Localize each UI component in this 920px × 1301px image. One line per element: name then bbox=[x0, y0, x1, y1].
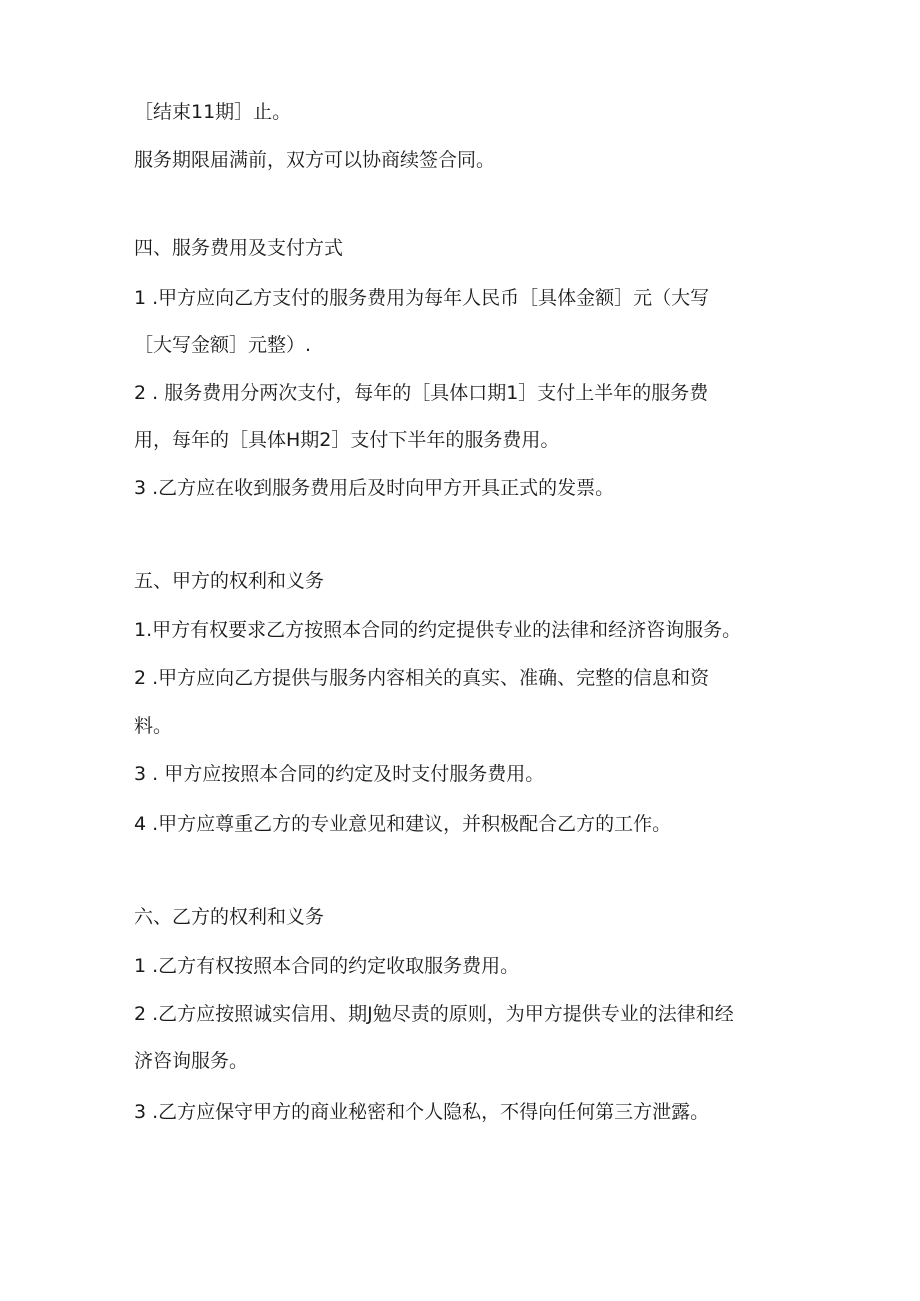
section-6-heading: 六、乙方的权利和义务 bbox=[134, 906, 325, 928]
section-6-item-2-line-1: 2 .乙方应按照诚实信用、期J勉尽责的原则，为甲方提供专业的法律和经 bbox=[134, 1003, 734, 1025]
section-6-item-2-line-2: 济咨询服务。 bbox=[134, 1050, 249, 1072]
section-4-item-2-line-1: 2 . 服务费用分两次支付，每年的［具体口期1］支付上半年的服务费 bbox=[134, 382, 709, 404]
continuation-line-1: ［结束11期］止。 bbox=[134, 101, 292, 123]
section-4-item-1-line-1: 1 .甲方应向乙方支付的服务费用为每年人民币［具体金额］元（大写 bbox=[134, 287, 710, 309]
section-5-item-4: 4 .甲方应尊重乙方的专业意见和建议，并积极配合乙方的工作。 bbox=[134, 813, 672, 835]
section-4-item-2-line-2: 用，每年的［具体H期2］支付下半年的服务费用。 bbox=[134, 429, 560, 451]
section-5-heading: 五、甲方的权利和义务 bbox=[134, 570, 325, 592]
section-4-item-3: 3 .乙方应在收到服务费用后及时向甲方开具正式的发票。 bbox=[134, 477, 615, 499]
section-5-item-2-line-1: 2 .甲方应向乙方提供与服务内容相关的真实、准确、完整的信息和资 bbox=[134, 667, 710, 689]
section-5-item-2-line-2: 料。 bbox=[134, 715, 173, 737]
section-5-item-3: 3 . 甲方应按照本合同的约定及时支付服务费用。 bbox=[134, 763, 545, 785]
section-4-item-1-line-2: ［大写金额］元整）. bbox=[134, 334, 312, 356]
section-6-item-3: 3 .乙方应保守甲方的商业秘密和个人隐私，不得向任何第三方泄露。 bbox=[134, 1101, 710, 1123]
section-6-item-1: 1 .乙方有权按照本合同的约定收取服务费用。 bbox=[134, 955, 520, 977]
continuation-line-2: 服务期限届满前，双方可以协商续签合同。 bbox=[134, 149, 496, 171]
section-5-item-1: 1.甲方有权要求乙方按照本合同的约定提供专业的法律和经济咨询服务。 bbox=[134, 619, 742, 641]
section-4-heading: 四、服务费用及支付方式 bbox=[134, 237, 344, 259]
